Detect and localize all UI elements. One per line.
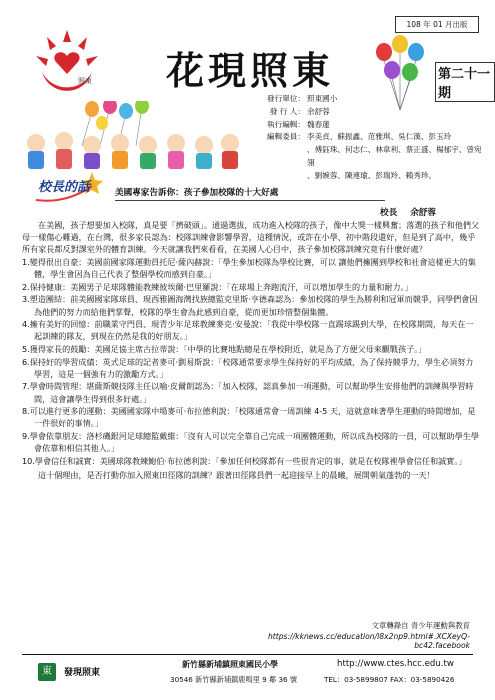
author-name: 余舒蓉 <box>410 208 436 218</box>
sun-logo-icon <box>22 22 112 102</box>
meta-row: 執行編輯： 魏春蓮 <box>267 119 330 129</box>
list-item: 9.學會依靠朋友：洛杉磯銀河足球總監戴維：「沒有人可以完全靠自己完成一項團體運動，所以成為校隊的一員，可以幫助學生學會依靠和相信其他人。」 <box>22 430 479 454</box>
list-item: 8.可以進行更多的運動：美國國家隊中場麥可·布拉德利說：「校隊通常會一周訓練 4-5 天，這就意味著學生運動的時間增加，是一件很好的事情。」 <box>22 406 476 429</box>
meta-row: 發 行 人： 余舒蓉 <box>269 106 330 116</box>
school-address: 30546 新竹縣新埔鎮鹿鳴里 9 鄰 36 號 <box>170 675 298 684</box>
list-item: 1.變得很出自豪：美國前國家隊運動員托尼·薩內赫說：「學生參加校隊為學校比賽，可以 讓他們擁團到學校和社會這樣更大的集體，學生會因為自己代表了整個學校而感到自豪。」 <box>22 257 476 280</box>
list-item: 6.保持好的學習成績：英式足球的記者麥可·劉易斯說：「校隊通常要求學生保持好的平均成績，為了保持競爭力，學生必須努力學習，這是一個強有力的激勵方式。」 <box>22 356 474 379</box>
principal-talk-label: 校長的話 <box>38 180 91 195</box>
list-item: 3.塑造團結：前美國國家隊球員、現西雅圖海灣找族總監克里斯·亨德森認為：參加校隊的學生為勝利和冠軍而競爭，同學們會因為他們的努力而給他們掌聲，校隊的學生會為此感到自豪，從而更加珍惜整個集體。 <box>22 294 478 317</box>
kids-with-balloons-icon <box>22 101 242 173</box>
contact-numbers: TEL：03-5899807 FAX：03-5890426 <box>324 675 455 684</box>
school-name: 新竹縣新埔鎮照東國民小學 <box>182 660 278 669</box>
meta-row: 發行單位： 照東國小 <box>267 94 338 103</box>
article-title: 美國專家告訴你：孩子參加校隊的十大好處 <box>115 186 465 198</box>
edition-date: 108 年 01 月出版 <box>395 16 479 33</box>
list-item: 4.擁有美好的回憶：前職業守門員、現青少年足球教練麥克·安曼說：「我從中學校隊一直踢球踢到大學，在校隊期間，每天在一起訓練的隊友，到現在仍然是我的好朋友。」 <box>22 319 474 342</box>
school-website-link[interactable]: http://www.ctes.hcc.edu.tw <box>337 659 454 669</box>
source-link[interactable]: https://kknews.cc/education/l8x2np9.html#.XCXeyQ-bc42.facebook <box>267 632 470 650</box>
list-item: 2.保持健康：美國男子足球隊體能教練彼埃爾·巴里羅說：「在球場上奔跑流汗，可以增加學生的力量和耐力。」 <box>22 281 413 292</box>
meta-row: 、劉婉蓉、陳連瑜、彭瑞羚、賴秀珍。 <box>307 170 437 180</box>
list-item: 5.獲得家長的鼓勵：美國足協主席古拉蒂說：「中學的比賽地點總是在學校附近，就是為了方便父母來觀戰孩子。」 <box>22 343 427 354</box>
article-intro: 在美國，孩子想要加入校隊，真是要「擠破頭」。通過選拔，成功進入校隊的孩子，像中大獎一樣興奮；落選的孩子和他們父母一樣傷心難過，在台灣，很多家長認為：校隊訓練會影響學習，這種情況，或許在小學、初中階段還好，但是到了高中，幾乎所有家長都反對課室外的體育訓練。今天就讓我們來看看，在美國人心目中，孩子參加校隊訓練究竟有什麼好處？ <box>22 220 480 255</box>
list-item: 10.學會信任和誠實：美國球隊教練鮑伯·布拉德利說：「參加任何校隊都有一些很肯定的事，就是在校隊裡學會信任和誠實。」 <box>22 455 467 466</box>
article-author <box>380 206 436 218</box>
meta-row: 編輯委員： 李美貞、蘇振鑫、范雅琪、吳仁漢、彭玉玲 <box>267 132 452 142</box>
page-footer <box>22 654 473 691</box>
footer-brand: 發現照東 <box>64 668 101 678</box>
logo-text: 照東 <box>78 77 92 85</box>
article-source: 文章轉錄自 青少年運動與教育 <box>371 621 470 630</box>
meta-row: 、傅鈺珠、何志仁、林韋利、蔡正盛、楊郁宇、曾宛翎 <box>307 145 482 167</box>
issue-number: 第二十一期 <box>435 62 495 102</box>
children-illustration <box>22 101 242 173</box>
article-conclusion: 這十個理由，是否打動你加入照東田徑隊的訓練？跟著田徑隊員們一起迎接早上的晨曦，展開朝氣蓬勃的一天！ <box>38 469 435 480</box>
publication-info <box>255 93 487 183</box>
footer-logo-icon: 東 <box>38 663 56 681</box>
author-role: 校長 <box>380 208 398 218</box>
school-logo <box>22 22 112 102</box>
article-body <box>22 219 480 481</box>
list-item: 7.學會時間管理：堪薩斯競技隊主任以喻·皮爾朗認為：「加入校隊，認真參加一項運動，可以幫助學生安排他們的訓練與學習時間，這會讓學生得到很多好處。」 <box>22 381 474 404</box>
principal-talk-badge <box>32 170 106 206</box>
newsletter-title: 花現照東 <box>165 48 334 93</box>
